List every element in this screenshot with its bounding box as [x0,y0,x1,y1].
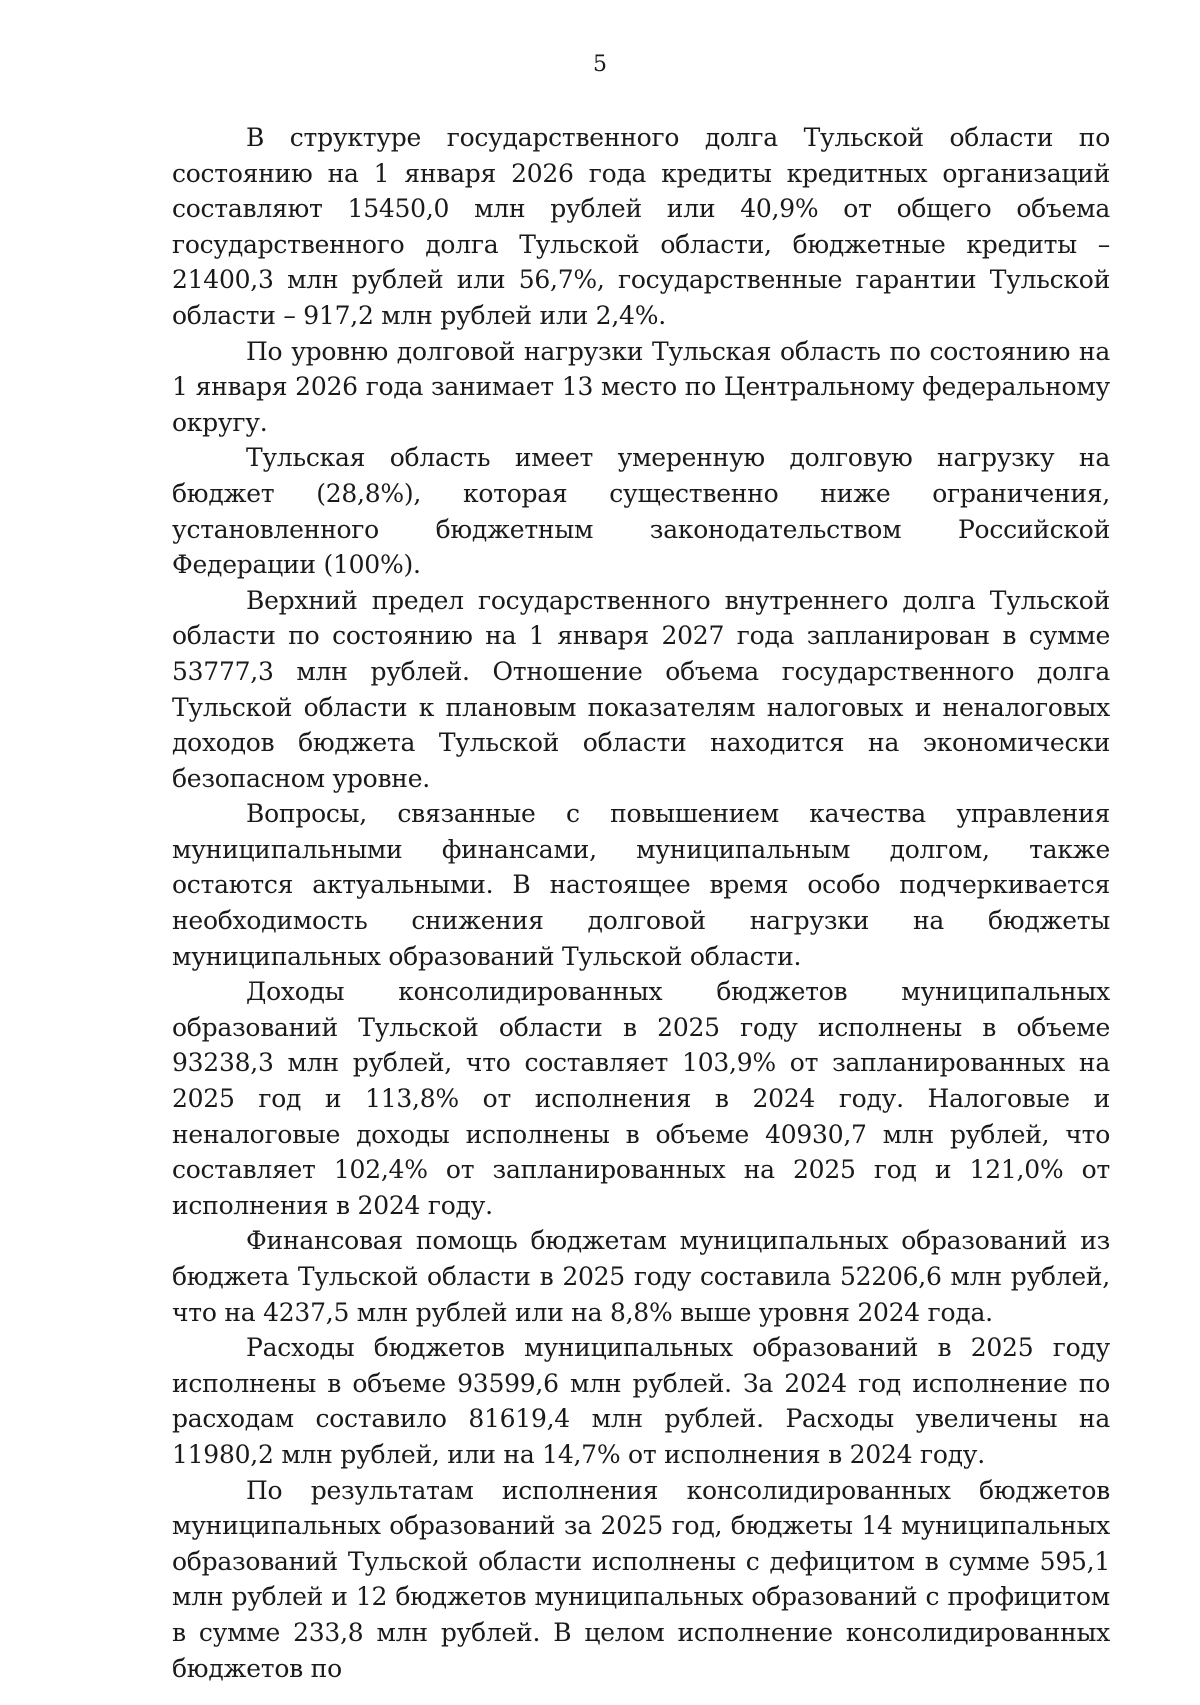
paragraph-debt-load: Тульская область имеет умеренную долговую нагрузку на бюджет (28,8%), которая существенно ниже ограничения, установленного бюджетным законодательством Российской Федерации (100%). [172,443,1110,580]
paragraph-municipal-expenses: Расходы бюджетов муниципальных образований в 2025 году исполнены в объеме 93599,6 млн рублей. За 2024 год исполнение по расходам составило 81619,4 млн рублей. Расходы увеличены на 11980,2 млн рублей, или на 14,7% от исполнения в 2024 году. [172,1333,1110,1469]
paragraph-budget-results: По результатам исполнения консолидированных бюджетов муниципальных образований за 2025 год, бюджеты 14 муниципальных образований Тульской области исполнены с дефицитом в сумме 595,1 млн рублей и 12 бюджетов муниципальных образований с профицитом в сумме 233,8 млн рублей. В целом исполнение консолидированных бюджетов по [172,1475,1110,1683]
paragraph-municipal-revenue: Доходы консолидированных бюджетов муниципальных образований Тульской области в 2025 году исполнены в объеме 93238,3 млн рублей, что составляет 103,9% от запланированных на 2025 год и 113,8% от исполнения в 2024 году. Налоговые и неналоговые доходы исполнены в объеме 40930,7 млн рублей, что составляет 102,4% от запланированных на 2025 год и 121,0% от исполнения в 2024 году. [172,977,1110,1220]
page-number: 5 [593,52,607,77]
paragraph-debt-structure: В структуре государственного долга Тульской области по состоянию на 1 января 2026 года кредиты кредитных организаций составляют 15450,0 млн рублей или 40,9% от общего объема государственного долга Тульской области, бюджетные кредиты – 21400,3 млн рублей или 56,7%, государственные гарантии Тульской области – 917,2 млн рублей или 2,4%. [172,123,1110,330]
document-body [172,120,1110,1686]
paragraph-municipal-finance: Вопросы, связанные с повышением качества управления муниципальными финансами, муниципальным долгом, также остаются актуальными. В настоящее время особо подчеркивается необходимость снижения долговой нагрузки на бюджеты муниципальных образований Тульской области. [172,799,1110,971]
paragraph-financial-aid: Финансовая помощь бюджетам муниципальных образований из бюджета Тульской области в 2025 году составила 52206,6 млн рублей, что на 4237,5 млн рублей или на 8,8% выше уровня 2024 года. [172,1226,1110,1327]
paragraph-debt-limit: Верхний предел государственного внутреннего долга Тульской области по состоянию на 1 января 2027 года запланирован в сумме 53777,3 млн рублей. Отношение объема государственного долга Тульской области к плановым показателям налоговых и неналоговых доходов бюджета Тульской области находится на экономически безопасном уровне. [172,585,1110,793]
paragraph-debt-ranking: По уровню долговой нагрузки Тульская область по состоянию на 1 января 2026 года занимает 13 место по Центральному федеральному округу. [172,336,1110,437]
